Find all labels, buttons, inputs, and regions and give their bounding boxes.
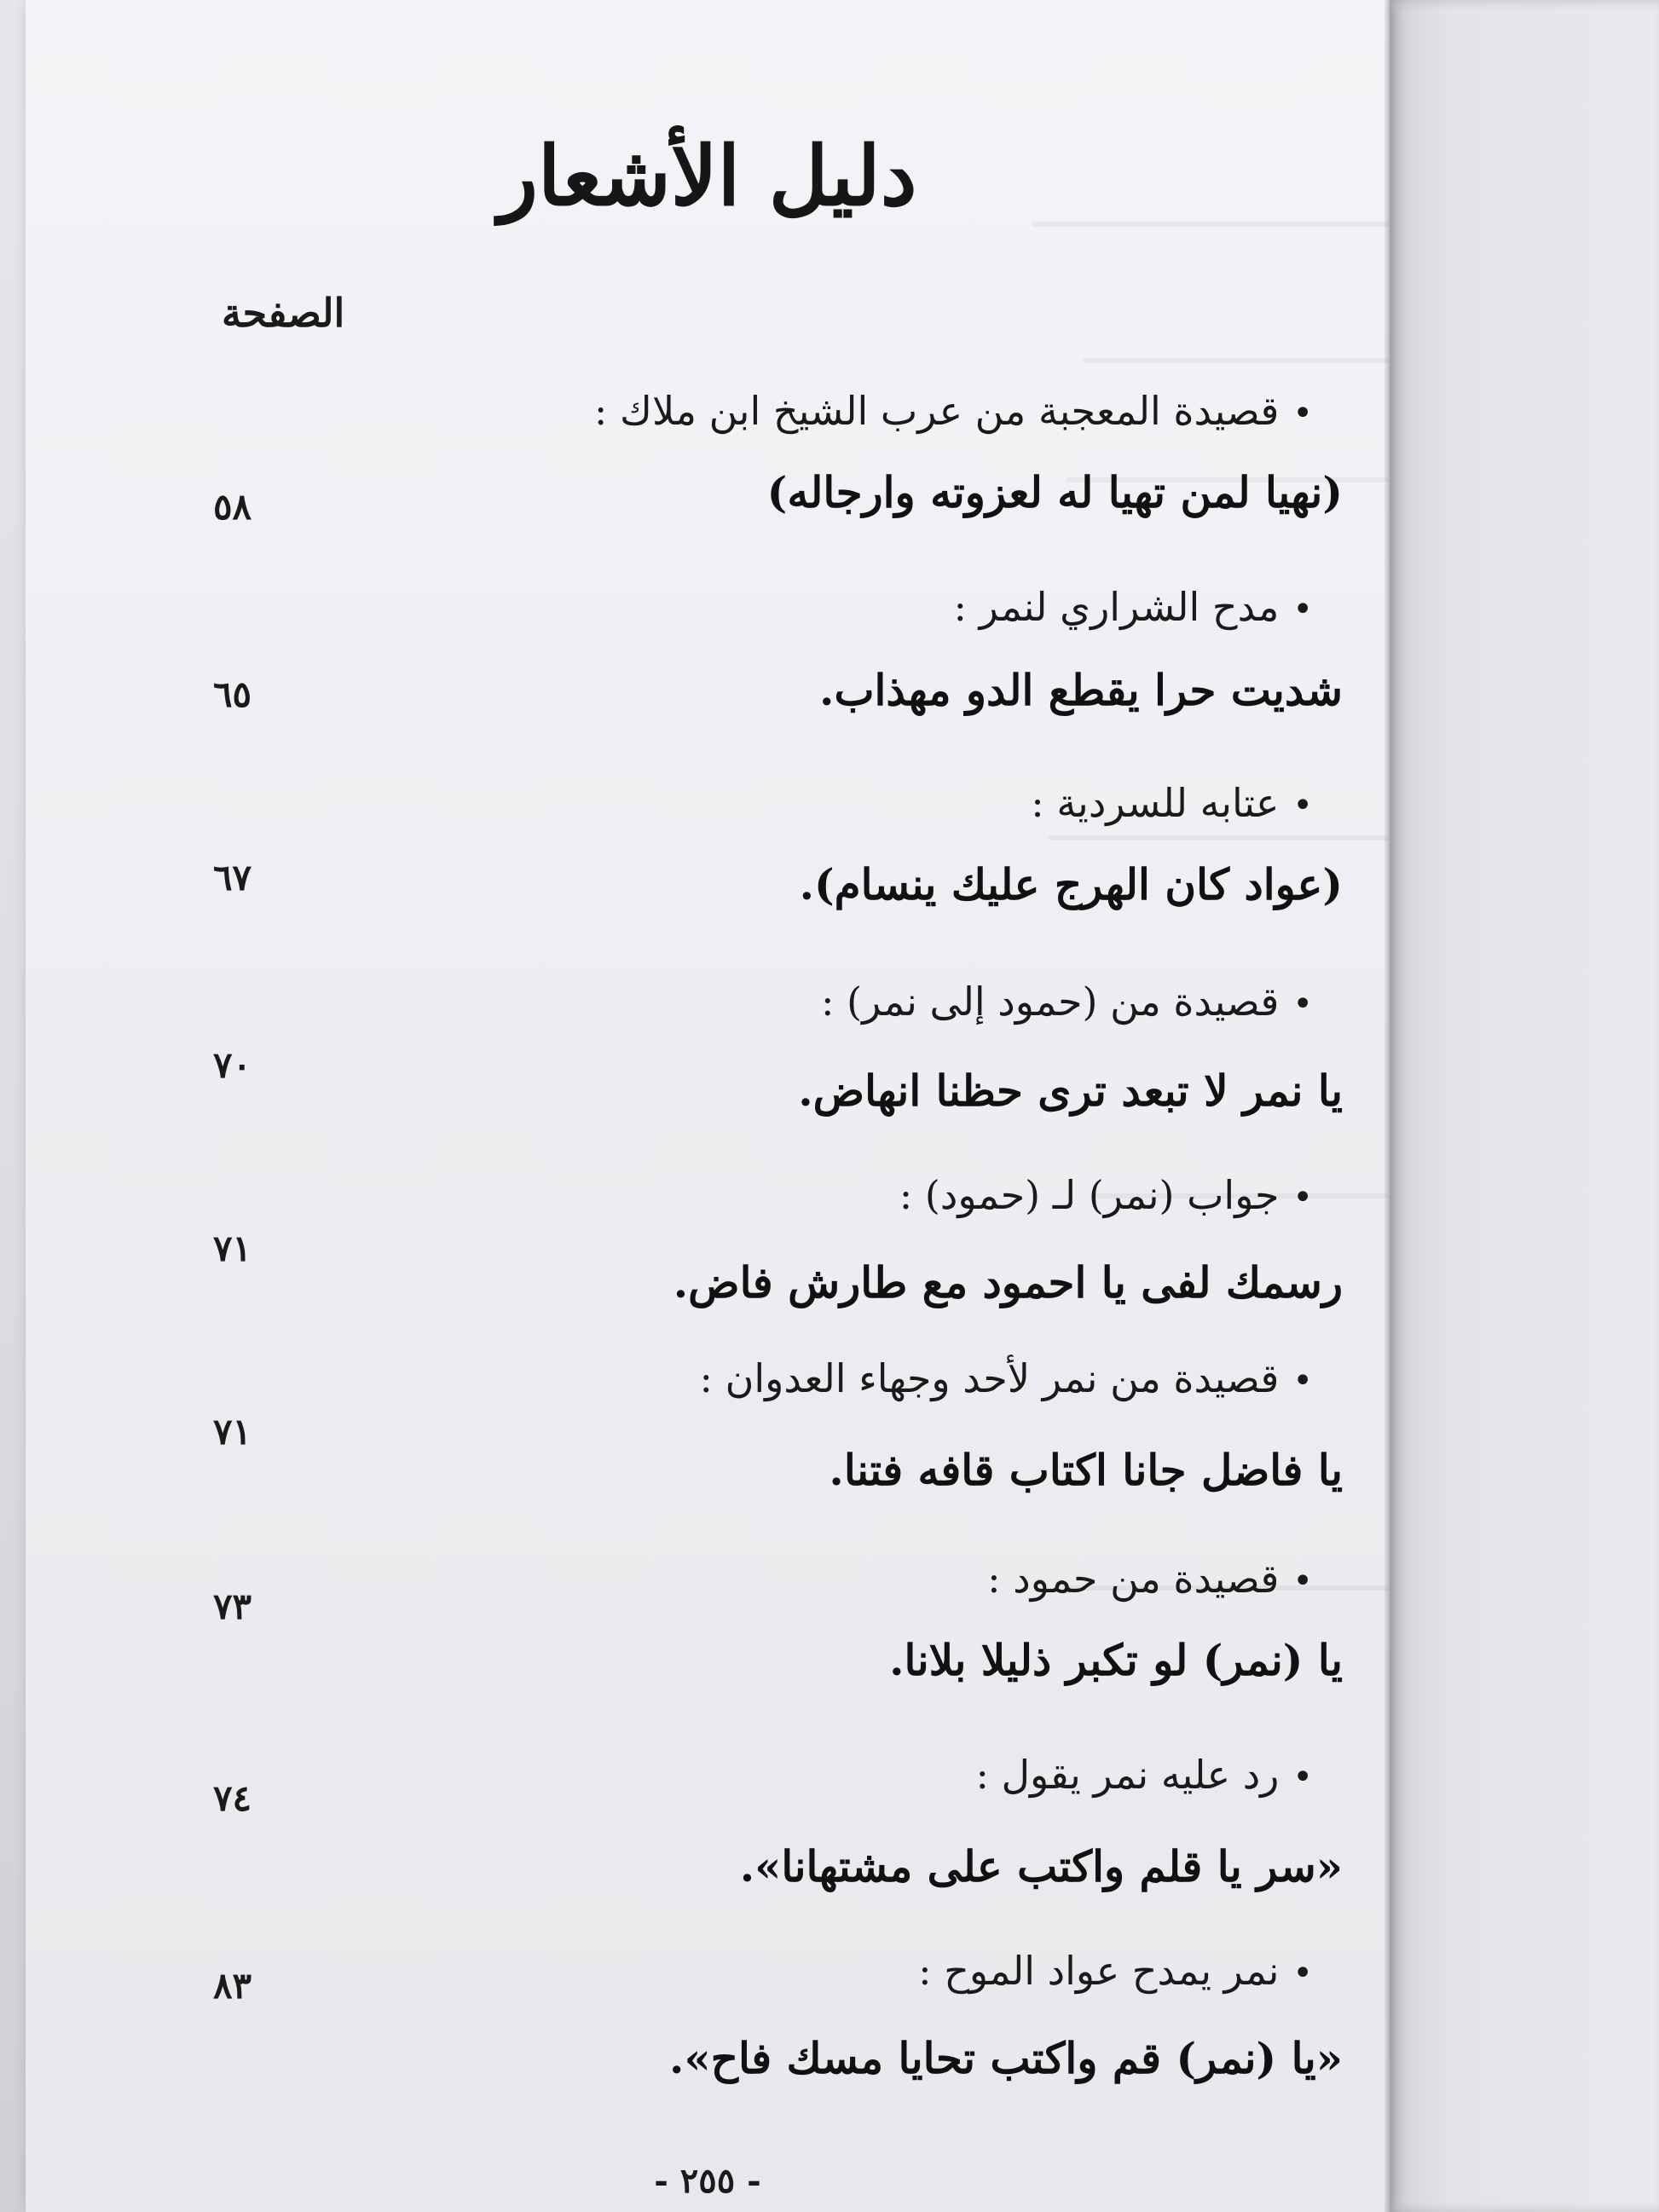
entry-label xyxy=(594,388,1313,434)
entry-verse: «يا (نمر) قم واكتب تحايا مسك فاح». xyxy=(669,2033,1343,2083)
bullet-icon: • xyxy=(1292,394,1313,433)
entry-label xyxy=(821,979,1313,1025)
entry-label-text: قصيدة من (حمود إلى نمر) : xyxy=(821,979,1280,1025)
bullet-icon: • xyxy=(1292,1361,1313,1401)
entry-label xyxy=(899,1172,1313,1218)
bullet-icon: • xyxy=(1292,786,1313,825)
entry-label-text: قصيدة المعجبة من عرب الشيخ ابن ملاك : xyxy=(593,388,1280,434)
entry-verse: يا (نمر) لو تكبر ذليلا بلانا. xyxy=(889,1635,1343,1685)
entry-label-text: نمر يمدح عواد الموح : xyxy=(918,1948,1280,1994)
book-page xyxy=(26,0,1390,2212)
entry-verse: (عواد كان الهرج عليك ينسام). xyxy=(799,859,1343,910)
bullet-icon: • xyxy=(1292,590,1313,629)
page-title: دليل الأشعار xyxy=(498,128,917,224)
entry-page-number: ٧١ xyxy=(213,1411,252,1453)
entry-label-text: قصيدة من حمود : xyxy=(987,1556,1280,1602)
entry-verse: يا فاضل جانا اكتاب قافه فتنا. xyxy=(829,1445,1343,1495)
entry-label-text: رد عليه نمر يقول : xyxy=(975,1752,1280,1798)
page-gutter-shadow xyxy=(1384,0,1390,2212)
bullet-icon: • xyxy=(1292,1758,1313,1797)
show-through-line xyxy=(1083,358,1390,363)
entry-label-text: مدح الشراري لنمر : xyxy=(953,584,1280,630)
entry-page-number: ٥٨ xyxy=(213,486,252,528)
entry-page-number: ٨٣ xyxy=(213,1965,252,2007)
bullet-icon: • xyxy=(1292,1178,1313,1217)
bullet-icon: • xyxy=(1292,1954,1313,1993)
show-through-line xyxy=(1049,835,1390,840)
page-column-header: الصفحة xyxy=(222,290,345,336)
entry-label xyxy=(700,1355,1314,1401)
entry-label-text: قصيدة من نمر لأحد وجهاء العدوان : xyxy=(699,1355,1280,1401)
entry-label-text: عتابه للسردية : xyxy=(1031,780,1280,826)
entry-label xyxy=(953,584,1313,630)
entry-label xyxy=(987,1556,1313,1602)
entry-label xyxy=(975,1752,1313,1798)
entry-verse: «سر يا قلم واكتب على مشتهانا». xyxy=(739,1841,1343,1891)
next-page-edge xyxy=(1381,0,1659,2212)
entry-verse: يا نمر لا تبعد ترى حظنا انهاض. xyxy=(798,1066,1343,1116)
entry-page-number: ٧٠ xyxy=(213,1044,252,1086)
entry-page-number: ٧٤ xyxy=(213,1777,252,1819)
entry-page-number: ٧٣ xyxy=(213,1585,252,1627)
entry-page-number: ٦٧ xyxy=(213,857,252,898)
entry-page-number: ٦٥ xyxy=(213,673,252,715)
entry-verse: (نهيا لمن تهيا له لعزوته وارجاله) xyxy=(766,467,1343,517)
page-number-footer: - ٢٥٥ - xyxy=(654,2161,761,2201)
entry-verse: شديت حرا يقطع الدو مهذاب. xyxy=(819,665,1343,715)
entry-label xyxy=(1031,780,1313,826)
bullet-icon: • xyxy=(1292,985,1313,1024)
entry-label-text: جواب (نمر) لـ (حمود) : xyxy=(899,1172,1280,1218)
bullet-icon: • xyxy=(1292,1562,1313,1601)
entry-label xyxy=(918,1948,1313,1994)
entry-page-number: ٧١ xyxy=(213,1227,252,1269)
entry-verse: رسمك لفى يا احمود مع طارش فاض. xyxy=(673,1257,1343,1308)
